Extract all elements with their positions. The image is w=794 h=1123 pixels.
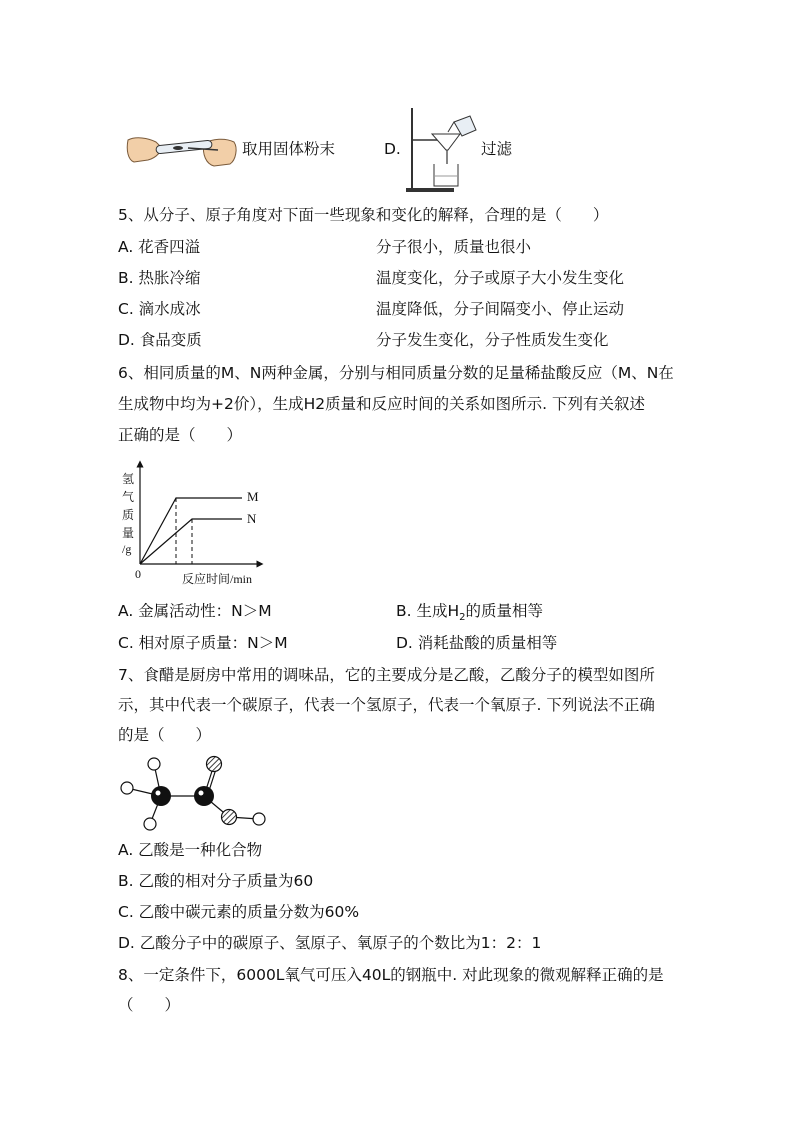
graph-ylabel-char-2: 气 (122, 490, 135, 504)
q6-option-c: C. 相对原子质量：N＞M (118, 634, 288, 652)
q5-option-b: B. 热胀冷缩 (118, 269, 201, 287)
graph-origin-label: 0 (135, 567, 141, 581)
carbon-atom-1 (151, 786, 171, 806)
graph-xlabel: 反应时间/min (182, 572, 253, 586)
question-7-stem-line-1: 7、食醋是厨房中常用的调味品，它的主要成分是乙酸，乙酸分子的模型如图所 (118, 666, 655, 684)
question-8-stem-line-1: 8、一定条件下，6000L氧气可压入40L的钢瓶中. 对此现象的微观解释正确的是 (118, 966, 664, 984)
option-d-label: D. (384, 140, 401, 158)
q5-option-c: C. 滴水成冰 (118, 300, 201, 318)
question-6-stem-line-1: 6、相同质量的M、N两种金属，分别与相同质量分数的足量稀盐酸反应（M、N在 (118, 364, 674, 382)
question-8-stem-line-2: （ ） (118, 996, 181, 1014)
graph-ylabel-char-4: 量 (122, 526, 135, 540)
graph-ylabel-char-3: 质 (122, 508, 135, 522)
q5-option-a: A. 花香四溢 (118, 238, 201, 256)
carbon-atom-2 (194, 786, 214, 806)
q7-option-a: A. 乙酸是一种化合物 (118, 841, 263, 859)
q6-option-b-prefix: B. 生成H (396, 602, 460, 620)
hydrogen-atom-1 (121, 782, 133, 794)
hydrogen-atom-2 (148, 758, 160, 770)
question-6-stem-line-3: 正确的是（ ） (118, 426, 243, 444)
q6-option-a: A. 金属活动性：N＞M (118, 602, 272, 620)
hydrogen-atom-3 (144, 818, 156, 830)
q7-option-c: C. 乙酸中碳元素的质量分数为60% (118, 903, 360, 921)
option-c-text: 取用固体粉末 (242, 140, 336, 158)
acetic-acid-molecule-model (112, 752, 272, 834)
q5-option-d-explanation: 分子发生变化，分子性质发生变化 (376, 331, 609, 349)
q5-option-b-explanation: 温度变化，分子或原子大小发生变化 (376, 269, 625, 287)
oxygen-atom-2 (222, 810, 237, 825)
q6-option-b-subscript: 2 (459, 612, 466, 624)
hydrogen-atom-4 (253, 813, 265, 825)
q6-option-b (396, 601, 543, 628)
question-7-stem-line-3: 的是（ ） (118, 726, 212, 744)
powder-tube-illustration (126, 124, 238, 172)
q6-option-b-suffix: 的质量相等 (465, 602, 544, 620)
q5-option-d: D. 食品变质 (118, 331, 202, 349)
series-n-label: N (247, 511, 257, 526)
q7-option-d: D. 乙酸分子中的碳原子、氢原子、氧原子的个数比为1：2：1 (118, 934, 542, 952)
q6-option-d: D. 消耗盐酸的质量相等 (396, 634, 558, 652)
question-5-stem: 5、从分子、原子角度对下面一些现象和变化的解释，合理的是（ ） (118, 206, 609, 224)
question-7-stem-line-2: 示，其中代表一个碳原子，代表一个氢原子，代表一个氧原子. 下列说法不正确 (118, 696, 655, 714)
filtration-apparatus-illustration (404, 106, 480, 194)
oxygen-atom-1 (207, 757, 222, 772)
question-6-stem-line-2: 生成物中均为+2价），生成H2质量和反应时间的关系如图所示. 下列有关叙述 (118, 395, 645, 413)
series-n-line (140, 519, 242, 564)
q7-option-b: B. 乙酸的相对分子质量为60 (118, 872, 314, 890)
series-m-line (140, 498, 242, 564)
option-d-text: 过滤 (481, 140, 513, 158)
q5-option-a-explanation: 分子很小，质量也很小 (376, 238, 532, 256)
graph-ylabel-char-1: 氢 (122, 472, 135, 486)
series-m-label: M (247, 489, 259, 504)
graph-ylabel-char-5: /g (122, 542, 132, 556)
q5-option-c-explanation: 温度降低，分子间隔变小、停止运动 (376, 300, 625, 318)
